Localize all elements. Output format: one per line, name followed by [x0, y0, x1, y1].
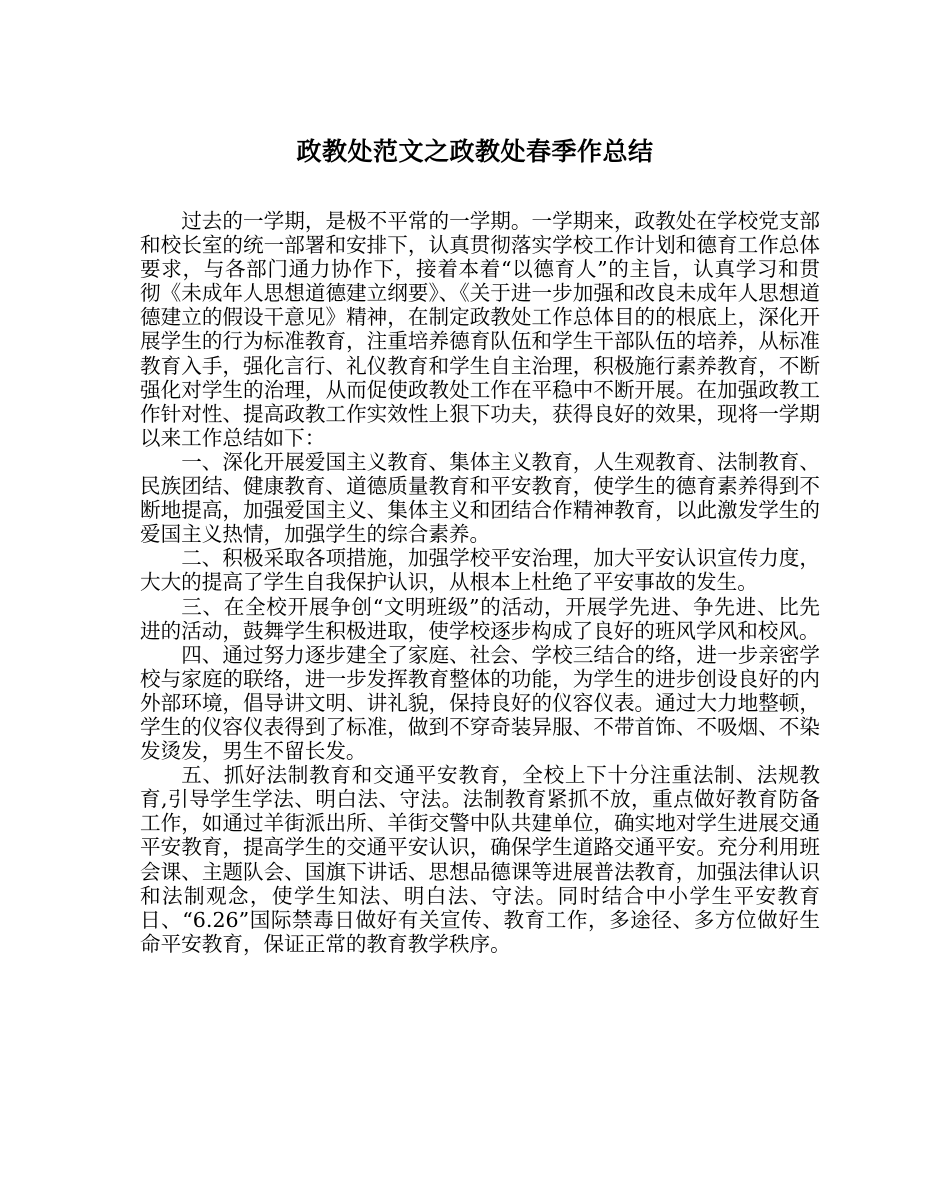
paragraph-item-5: 五、抓好法制教育和交通平安教育，全校上下十分注重法制、法规教育,引导学生学法、明白法、守法。法制教育紧抓不放，重点做好教育防备工作，如通过羊街派出所、羊街交警中队共建单位，确实地对学生进展交通平安教育，提高学生的交通平安认识，确保学生道路交通平安。充分利用班会课、主题队会、国旗下讲话、思想品德课等进展普法教育，加强法律认识和法制观念，使学生知法、明白法、守法。同时结合中小学生平安教育日、“6.26”国际禁毒日做好有关宣传、教育工作，多途径、多方位做好生命平安教育，保证正常的教育教学秩序。 [140, 763, 820, 956]
document-body [140, 209, 820, 956]
paragraph-item-2: 二、积极采取各项措施，加强学校平安治理，加大平安认识宣传力度，大大的提高了学生自我保护认识，从根本上杜绝了平安事故的发生。 [140, 546, 820, 595]
paragraph-item-1: 一、深化开展爱国主义教育、集体主义教育，人生观教育、法制教育、民族团结、健康教育、道德质量教育和平安教育，使学生的德育素养得到不断地提高，加强爱国主义、集体主义和团结合作精神教育，以此激发学生的爱国主义热情，加强学生的综合素养。 [140, 449, 820, 547]
paragraph-item-3: 三、在全校开展争创“文明班级”的活动，开展学先进、争先进、比先进的活动，鼓舞学生积极进取，使学校逐步构成了良好的班风学风和校风。 [140, 594, 820, 643]
document-title: 政教处范文之政教处春季作总结 [296, 137, 654, 166]
intro-paragraph: 过去的一学期，是极不平常的一学期。一学期来，政教处在学校党支部和校长室的统一部署和安排下，认真贯彻落实学校工作计划和德育工作总体要求，与各部门通力协作下，接着本着“以德育人”的主旨，认真学习和贯彻《未成年人思想道德建立纲要》、《关于进一步加强和改良未成年人思想道德建立的假设干意见》精神，在制定政教处工作总体目的的根底上，深化开展学生的行为标准教育，注重培养德育队伍和学生干部队伍的培养，从标准教育入手，强化言行、礼仪教育和学生自主治理，积极施行素养教育，不断强化对学生的治理，从而促使政教处工作在平稳中不断开展。在加强政教工作针对性、提高政教工作实效性上狠下功夫，获得良好的效果，现将一学期以来工作总结如下： [140, 209, 820, 450]
paragraph-item-4: 四、通过努力逐步建全了家庭、社会、学校三结合的络，进一步亲密学校与家庭的联络，进一步发挥教育整体的功能，为学生的进步创设良好的内外部环境，倡导讲文明、讲礼貌，保持良好的仪容仪表。通过大力地整顿，学生的仪容仪表得到了标准，做到不穿奇装异服、不带首饰、不吸烟、不染发烫发，男生不留长发。 [140, 642, 820, 764]
